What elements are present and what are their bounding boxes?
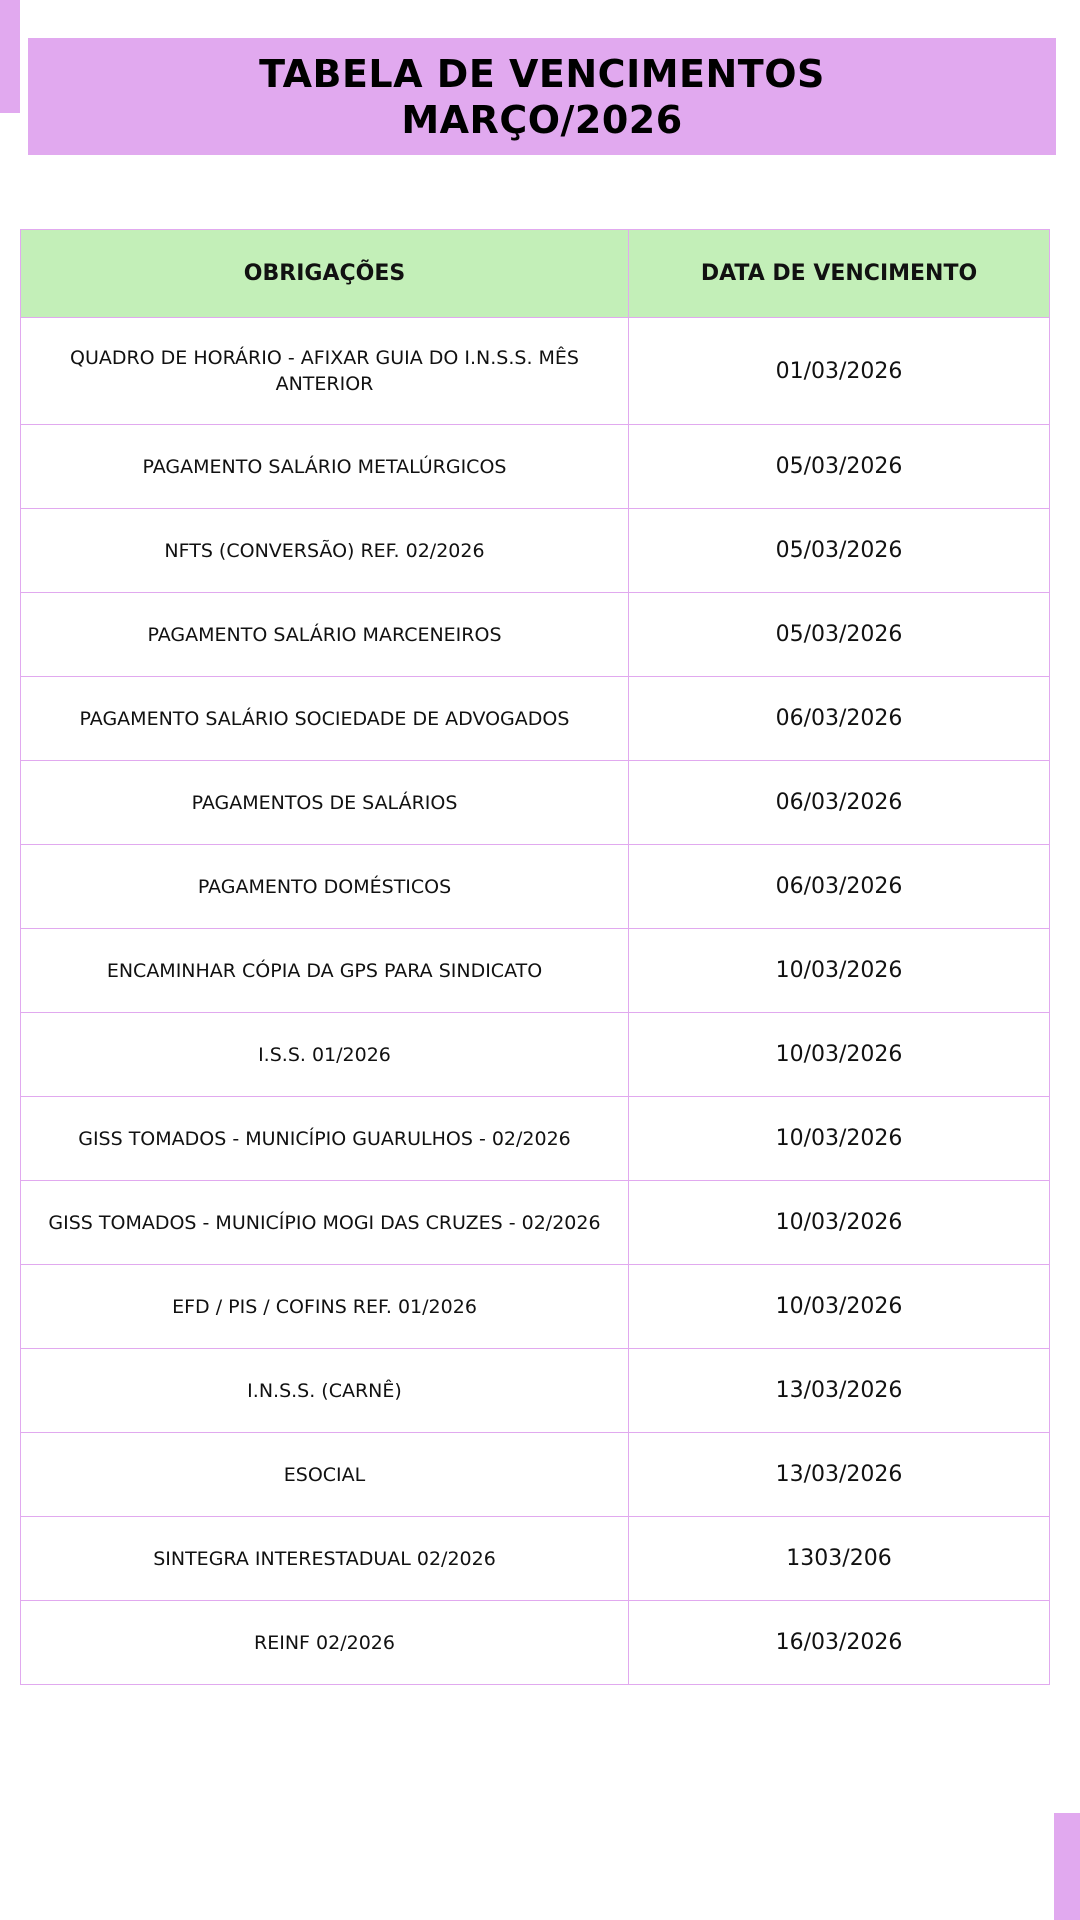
column-header-due-date: DATA DE VENCIMENTO bbox=[629, 230, 1050, 318]
obligation-cell: QUADRO DE HORÁRIO - AFIXAR GUIA DO I.N.S.S. MÊS ANTERIOR bbox=[21, 318, 629, 425]
obligation-cell: GISS TOMADOS - MUNICÍPIO GUARULHOS - 02/2026 bbox=[21, 1097, 629, 1181]
obligation-cell: NFTS (CONVERSÃO) REF. 02/2026 bbox=[21, 509, 629, 593]
table-row bbox=[21, 1433, 1050, 1517]
due-date-cell: 13/03/2026 bbox=[629, 1433, 1050, 1517]
table-row bbox=[21, 1349, 1050, 1433]
obligation-cell: PAGAMENTO SALÁRIO MARCENEIROS bbox=[21, 593, 629, 677]
due-date-cell: 10/03/2026 bbox=[629, 1265, 1050, 1349]
obligation-cell: I.N.S.S. (CARNÊ) bbox=[21, 1349, 629, 1433]
obligation-cell: REINF 02/2026 bbox=[21, 1601, 629, 1685]
obligation-cell: EFD / PIS / COFINS REF. 01/2026 bbox=[21, 1265, 629, 1349]
obligation-cell: PAGAMENTO SALÁRIO METALÚRGICOS bbox=[21, 425, 629, 509]
due-date-cell: 06/03/2026 bbox=[629, 761, 1050, 845]
obligation-cell: ESOCIAL bbox=[21, 1433, 629, 1517]
due-date-cell: 10/03/2026 bbox=[629, 929, 1050, 1013]
due-dates-table bbox=[20, 229, 1050, 1685]
due-date-cell: 05/03/2026 bbox=[629, 509, 1050, 593]
obligation-cell: GISS TOMADOS - MUNICÍPIO MOGI DAS CRUZES - 02/2026 bbox=[21, 1181, 629, 1265]
table-row bbox=[21, 1013, 1050, 1097]
due-date-cell: 10/03/2026 bbox=[629, 1097, 1050, 1181]
obligation-cell: PAGAMENTOS DE SALÁRIOS bbox=[21, 761, 629, 845]
due-date-cell: 06/03/2026 bbox=[629, 677, 1050, 761]
table-row bbox=[21, 1265, 1050, 1349]
due-date-cell: 10/03/2026 bbox=[629, 1013, 1050, 1097]
obligation-cell: SINTEGRA INTERESTADUAL 02/2026 bbox=[21, 1517, 629, 1601]
obligation-cell: PAGAMENTO DOMÉSTICOS bbox=[21, 845, 629, 929]
due-date-cell: 06/03/2026 bbox=[629, 845, 1050, 929]
due-date-cell: 1303/206 bbox=[629, 1517, 1050, 1601]
obligation-cell: ENCAMINHAR CÓPIA DA GPS PARA SINDICATO bbox=[21, 929, 629, 1013]
due-dates-table-container bbox=[20, 229, 1049, 1685]
table-body bbox=[21, 318, 1050, 1685]
column-header-obligations: OBRIGAÇÕES bbox=[21, 230, 629, 318]
due-date-cell: 05/03/2026 bbox=[629, 593, 1050, 677]
table-row bbox=[21, 1181, 1050, 1265]
due-date-cell: 01/03/2026 bbox=[629, 318, 1050, 425]
table-header-row bbox=[21, 230, 1050, 318]
table-row bbox=[21, 677, 1050, 761]
obligation-cell: PAGAMENTO SALÁRIO SOCIEDADE DE ADVOGADOS bbox=[21, 677, 629, 761]
table-row bbox=[21, 318, 1050, 425]
table-row bbox=[21, 761, 1050, 845]
table-row bbox=[21, 509, 1050, 593]
due-date-cell: 05/03/2026 bbox=[629, 425, 1050, 509]
page-subtitle-month: MARÇO/2026 bbox=[401, 97, 683, 142]
table-row bbox=[21, 845, 1050, 929]
obligation-cell: I.S.S. 01/2026 bbox=[21, 1013, 629, 1097]
table-row bbox=[21, 593, 1050, 677]
decorative-corner-bar-bottom bbox=[1054, 1813, 1080, 1920]
table-row bbox=[21, 425, 1050, 509]
table-row bbox=[21, 929, 1050, 1013]
decorative-corner-bar-top bbox=[0, 0, 20, 113]
table-row bbox=[21, 1097, 1050, 1181]
table-row bbox=[21, 1601, 1050, 1685]
page-title: TABELA DE VENCIMENTOS bbox=[259, 51, 825, 96]
due-date-cell: 16/03/2026 bbox=[629, 1601, 1050, 1685]
due-date-cell: 13/03/2026 bbox=[629, 1349, 1050, 1433]
title-banner bbox=[28, 38, 1056, 155]
table-row bbox=[21, 1517, 1050, 1601]
due-date-cell: 10/03/2026 bbox=[629, 1181, 1050, 1265]
